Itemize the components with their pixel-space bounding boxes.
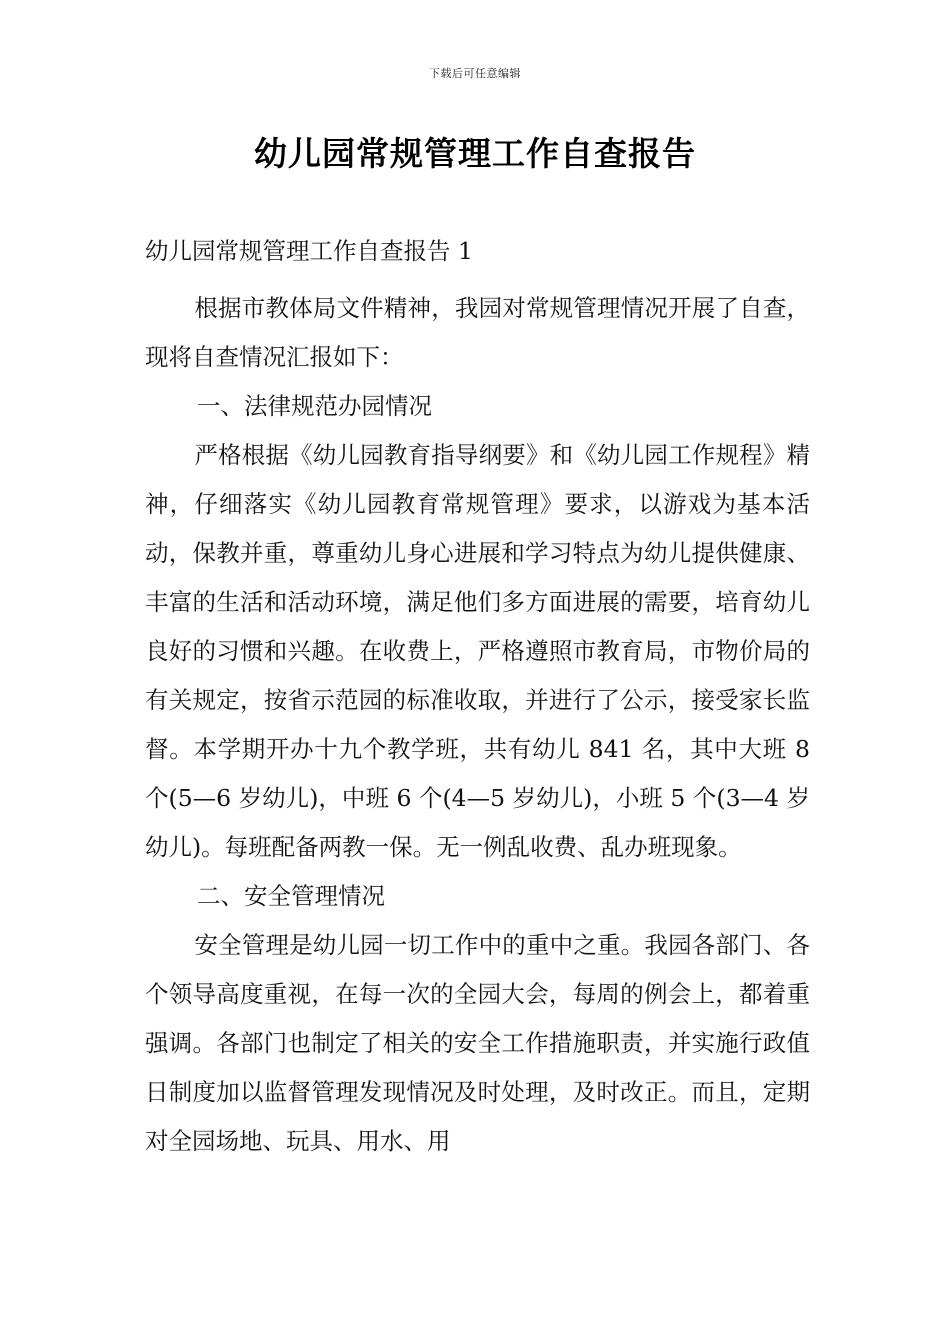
safety-paragraph: 安全管理是幼儿园一切工作中的重中之重。我园各部门、各个领导高度重视，在每一次的全园大会，每周的例会上，都着重强调。各部门也制定了相关的安全工作措施职责，并实施行政值日制度加以监督管理发现情况及时处理，及时改正。而且，定期对全园场地、玩具、用水、用	[145, 931, 810, 1155]
download-note: 下载后可任意编辑	[429, 67, 521, 80]
legal-paragraph: 严格根据《幼儿园教育指导纲要》和《幼儿园工作规程》精神，仔细落实《幼儿园教育常规管理》要求，以游戏为基本活动，保教并重，尊重幼儿身心进展和学习特点为幼儿提供健康、丰富的生活和活动环境，满足他们多方面进展的需要，培育幼儿良好的习惯和兴趣。在收费上，严格遵照市教育局，市物价局的有关规定，按省示范园的标准收取，并进行了公示，接受家长监督。本学期开办十九个教学班，共有幼儿 841 名，其中大班 8 个(5—6 岁幼儿)，中班 6 个(4—5 岁幼儿)，小班 5 个(3—4 岁幼儿)。每班配备两教一保。无一例乱收费、乱办班现象。	[145, 441, 810, 861]
document-subtitle: 幼儿园常规管理工作自查报告 1	[145, 237, 473, 265]
section-heading-legal: 一、法律规范办园情况	[197, 392, 432, 420]
document-body	[145, 227, 810, 1166]
document-title: 幼儿园常规管理工作自查报告	[254, 134, 696, 173]
section-heading-safety: 二、安全管理情况	[197, 882, 385, 910]
intro-paragraph: 根据市教体局文件精神，我园对常规管理情况开展了自查，现将自查情况汇报如下：	[145, 294, 810, 371]
